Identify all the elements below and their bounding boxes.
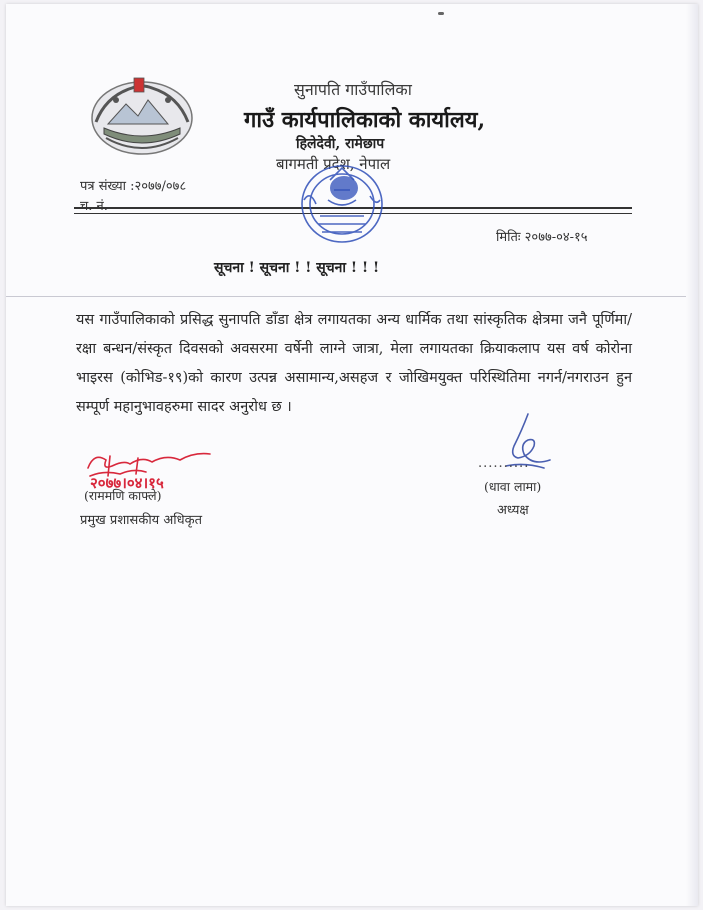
signatory-left-title: प्रमुख प्रशासकीय अधिकृत — [80, 513, 203, 528]
municipality-name: सुनापति गाउँपालिका — [294, 80, 412, 99]
scan-speck — [438, 12, 444, 15]
signatory-right-title: अध्यक्ष — [497, 503, 529, 518]
office-address: हिलेदेवी, रामेछाप — [296, 136, 385, 152]
official-stamp-icon — [290, 160, 390, 260]
signature-left-icon — [84, 446, 224, 490]
nepal-emblem-icon — [86, 74, 198, 158]
signature-dots: .......... — [478, 456, 530, 471]
office-title: गाउँ कार्यपालिकाको कार्यालय, — [244, 107, 486, 133]
signatory-left-name: (राममणि काफ्ले) — [84, 488, 162, 503]
scan-fold-line — [6, 296, 698, 297]
letter-number: पत्र संख्या :२०७७/०७८ — [80, 179, 187, 194]
date-label: मितिः २०७७-०४-१५ — [496, 230, 588, 245]
notice-body: यस गाउँपालिकाको प्रसिद्ध सुनापति डाँडा क्षेत्र लगायतका अन्य धार्मिक तथा सांस्कृतिक क्षेत्रमा जनै पूर्णिमा/रक्षा बन्धन/संस्कृत दिवसको अवसरमा वर्षेनी लाग्ने जात्रा, मेला लगायतका क्रियाकलाप यस वर्ष कोरोना भाइरस (कोभिड-१९)को कारण उत्पन्न असामान्य,असहज र जोखिमयुक्त परिस्थितिमा नगर्न/नगराउन हुन सम्पूर्ण महानुभावहरुमा सादर अनुरोध छ । — [76, 312, 632, 415]
notice-heading: सूचना ! सूचना ! ! सूचना ! ! ! — [214, 260, 380, 276]
province-line: बागमती प्रदेश, नेपाल — [276, 155, 391, 173]
page-edge-shadow — [686, 4, 698, 906]
signature-date-left: २०७७।०४।१५ — [90, 474, 164, 490]
signatory-right-name: (धावा लामा) — [484, 479, 542, 494]
dispatch-number: च. नं. — [80, 199, 108, 214]
